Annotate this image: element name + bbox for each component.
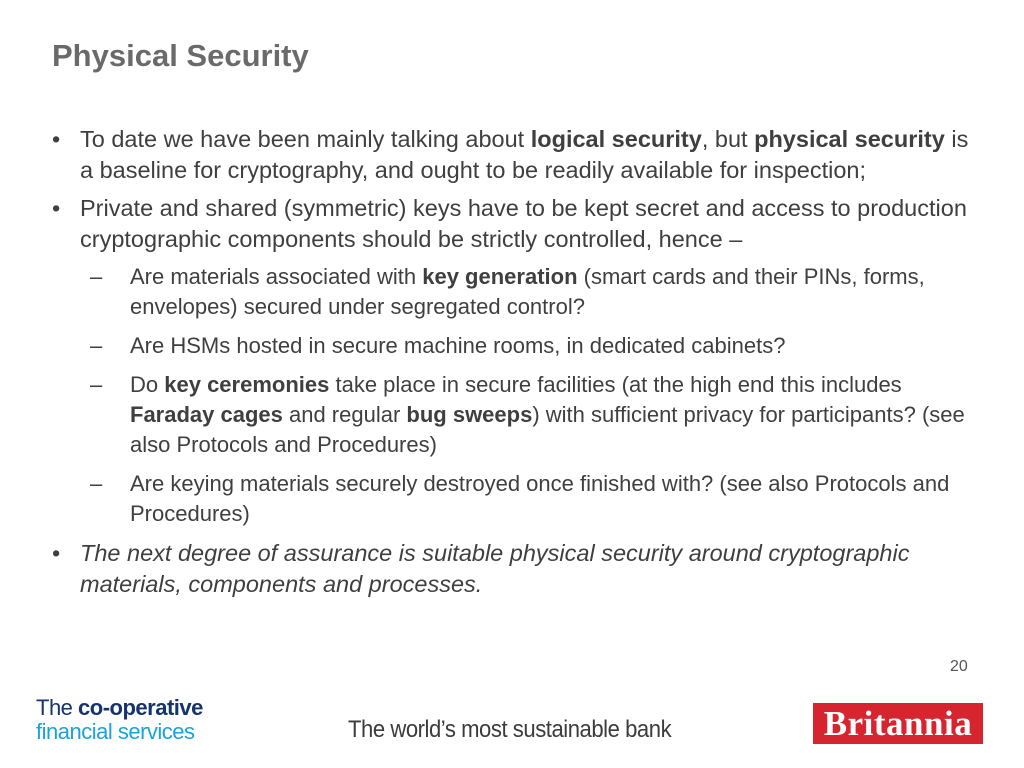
text-run: is a baseline for cryptography, and ought to be readily available for inspection; [80,126,969,183]
sub-bullet-key-ceremonies [80,370,972,460]
emphasis-key-ceremonies: key ceremonies [164,372,330,397]
sub-bullet-text [130,264,925,319]
bullet-text: The next degree of assurance is suitable physical security around cryptographic materials, components and processes. [80,540,910,597]
coop-logo-name: co-operative [78,695,203,720]
bullet-logical-security [52,124,972,186]
bullet-marker: • [52,126,61,152]
text-run: take place in secure facilities (at the high end this includes [329,372,902,397]
bullet-assurance [52,538,972,600]
dash-marker: – [90,471,103,496]
bullet-private-keys [52,193,972,255]
emphasis-faraday-cages: Faraday cages [130,402,283,427]
bullet-marker: • [52,195,61,221]
coop-logo-line1 [36,696,203,720]
bullet-text: Private and shared (symmetric) keys have to be kept secret and access to production cryptographic components should be strictly controlled, hence – [80,195,967,252]
text-run: Are materials associated with [130,264,423,289]
coop-logo-the: The [36,695,79,720]
text-run: , but [701,126,755,152]
emphasis-bug-sweeps: bug sweeps [406,402,533,427]
dash-marker: – [90,264,103,289]
coop-logo-line2: financial services [36,719,195,744]
dash-marker: – [90,333,103,358]
coop-logo [36,696,203,744]
dash-marker: – [90,372,103,397]
text-run: and regular [282,402,407,427]
slide-content [52,124,972,607]
emphasis-key-generation: key generation [422,264,578,289]
sub-bullet-text [130,372,965,457]
text-run: To date we have been mainly talking about [80,126,531,152]
emphasis-logical-security: logical security [530,126,702,152]
sub-bullet-text: Are HSMs hosted in secure machine rooms, in dedicated cabinets? [130,333,786,358]
slide-title: Physical Security [52,38,309,73]
text-run: (smart cards and their PINs, forms, envelopes) secured under segregated control? [130,264,925,319]
britannia-logo: Britannia [813,703,983,744]
text-run: Do [130,372,165,397]
sub-bullet-hsms [80,331,972,361]
bullet-text [80,126,968,183]
page-number: 20 [950,658,968,675]
sub-bullet-keying-materials [80,469,972,529]
footer-tagline: The world’s most sustainable bank [348,716,672,743]
bullet-marker: • [52,540,61,566]
sub-bullet-text: Are keying materials securely destroyed once finished with? (see also Protocols and Procedures) [130,471,950,526]
sub-bullet-key-generation [80,262,972,322]
emphasis-physical-security: physical security [754,126,945,152]
text-run: ) with sufficient privacy for participants? (see also Protocols and Procedures) [130,402,965,457]
